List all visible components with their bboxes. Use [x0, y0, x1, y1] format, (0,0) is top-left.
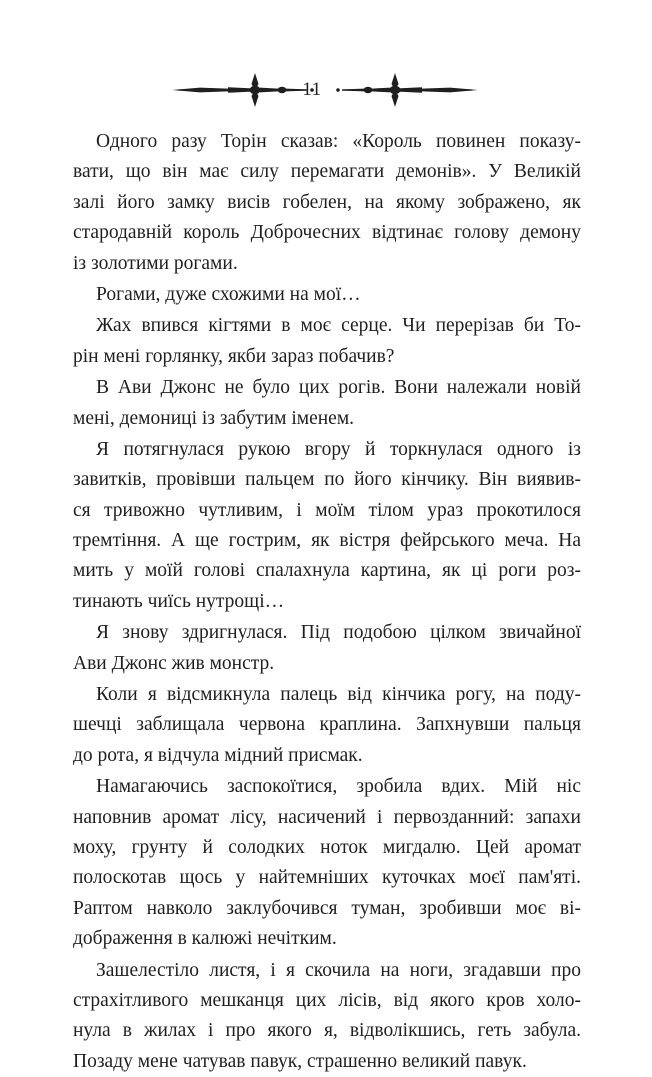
text-line: страхітливого мешканця цих лісів, від якого кров холо-	[73, 989, 581, 1011]
paragraph	[73, 311, 581, 372]
text-line: Намагаючись заспокоїтися, зробила вдих. Мій ніс	[96, 776, 581, 798]
text-line: наповнив аромат лісу, насичений і первозданний: запахи	[73, 806, 581, 828]
paragraph	[73, 127, 581, 279]
text-line: мить у моїй голові спалахнула картина, як ці роги роз-	[73, 560, 581, 582]
text-line: Ави Джонс жив монстр.	[73, 652, 275, 674]
text-line: шечці заблищала червона краплина. Запхнувши пальця	[73, 714, 581, 736]
text-line: Позаду мене чатував павук, страшенно великий павук.	[73, 1050, 527, 1072]
paragraph	[73, 956, 581, 1077]
paragraph	[73, 680, 581, 771]
text-line: В Ави Джонс не було цих рогів. Вони належали новій	[96, 377, 581, 399]
paragraph	[73, 618, 581, 679]
text-line: стародавній король Доброчесних відтинає голову демону	[73, 222, 581, 244]
text-line: завитків, провівши пальцем по його кінчику. Він виявив-	[73, 469, 581, 491]
text-line: ся тривожно чутливим, і моїм тілом ураз прокотилося	[73, 499, 581, 521]
text-line: Я потягнулася рукою вгору й торкнулася одного із	[96, 438, 581, 460]
text-line: Рогами, дуже схожими на мої…	[96, 283, 361, 305]
paragraph	[73, 373, 581, 434]
text-line: рін мені горлянку, якби зараз побачив?	[73, 345, 395, 367]
text-line: Коли я відсмикнула палець від кінчика рогу, на поду-	[96, 684, 581, 706]
text-line: Зашелестіло листя, і я скочила на ноги, згадавши про	[96, 959, 581, 981]
text-line: Раптом навколо заклубочився туман, зробивши моє ві-	[73, 897, 581, 919]
page-header	[0, 70, 652, 110]
text-line: із золотими рогами.	[73, 252, 238, 274]
body-text	[73, 127, 581, 1077]
text-line: до рота, я відчула мідний присмак.	[73, 744, 363, 766]
text-line: дображення в калюжі нечітким.	[73, 928, 337, 950]
text-line: Жах впився кігтями в моє серце. Чи перерізав би То-	[96, 315, 581, 337]
text-line: мені, демониці із забутим іменем.	[73, 407, 355, 429]
paragraph	[73, 280, 581, 310]
page-number: 11	[302, 79, 322, 100]
paragraph	[73, 435, 581, 617]
text-line: вати, що він має силу перемагати демонів». У Великій	[73, 161, 581, 183]
text-line: моху, грунту й солодких ноток мигдалю. Цей аромат	[73, 836, 581, 858]
right-dagger-ornament-icon	[332, 70, 482, 110]
text-line: полоскотав щось у найтемніших куточках моєї пам'яті.	[73, 867, 581, 889]
text-line: тремтіння. А ще гострим, як вістря фейрського меча. На	[73, 530, 581, 552]
text-line: залі його замку висів гобелен, на якому зображено, як	[73, 191, 581, 213]
text-line: нула в жилах і про якого я, відволікшись, геть забула.	[73, 1020, 581, 1042]
text-line: тинають чиїсь нутрощі…	[73, 590, 285, 612]
paragraph	[73, 772, 581, 954]
text-line: Одного разу Торін сказав: «Король повинен показу-	[96, 131, 581, 152]
text-line: Я знову здригнулася. Під подобою цілком звичайної	[96, 622, 581, 644]
